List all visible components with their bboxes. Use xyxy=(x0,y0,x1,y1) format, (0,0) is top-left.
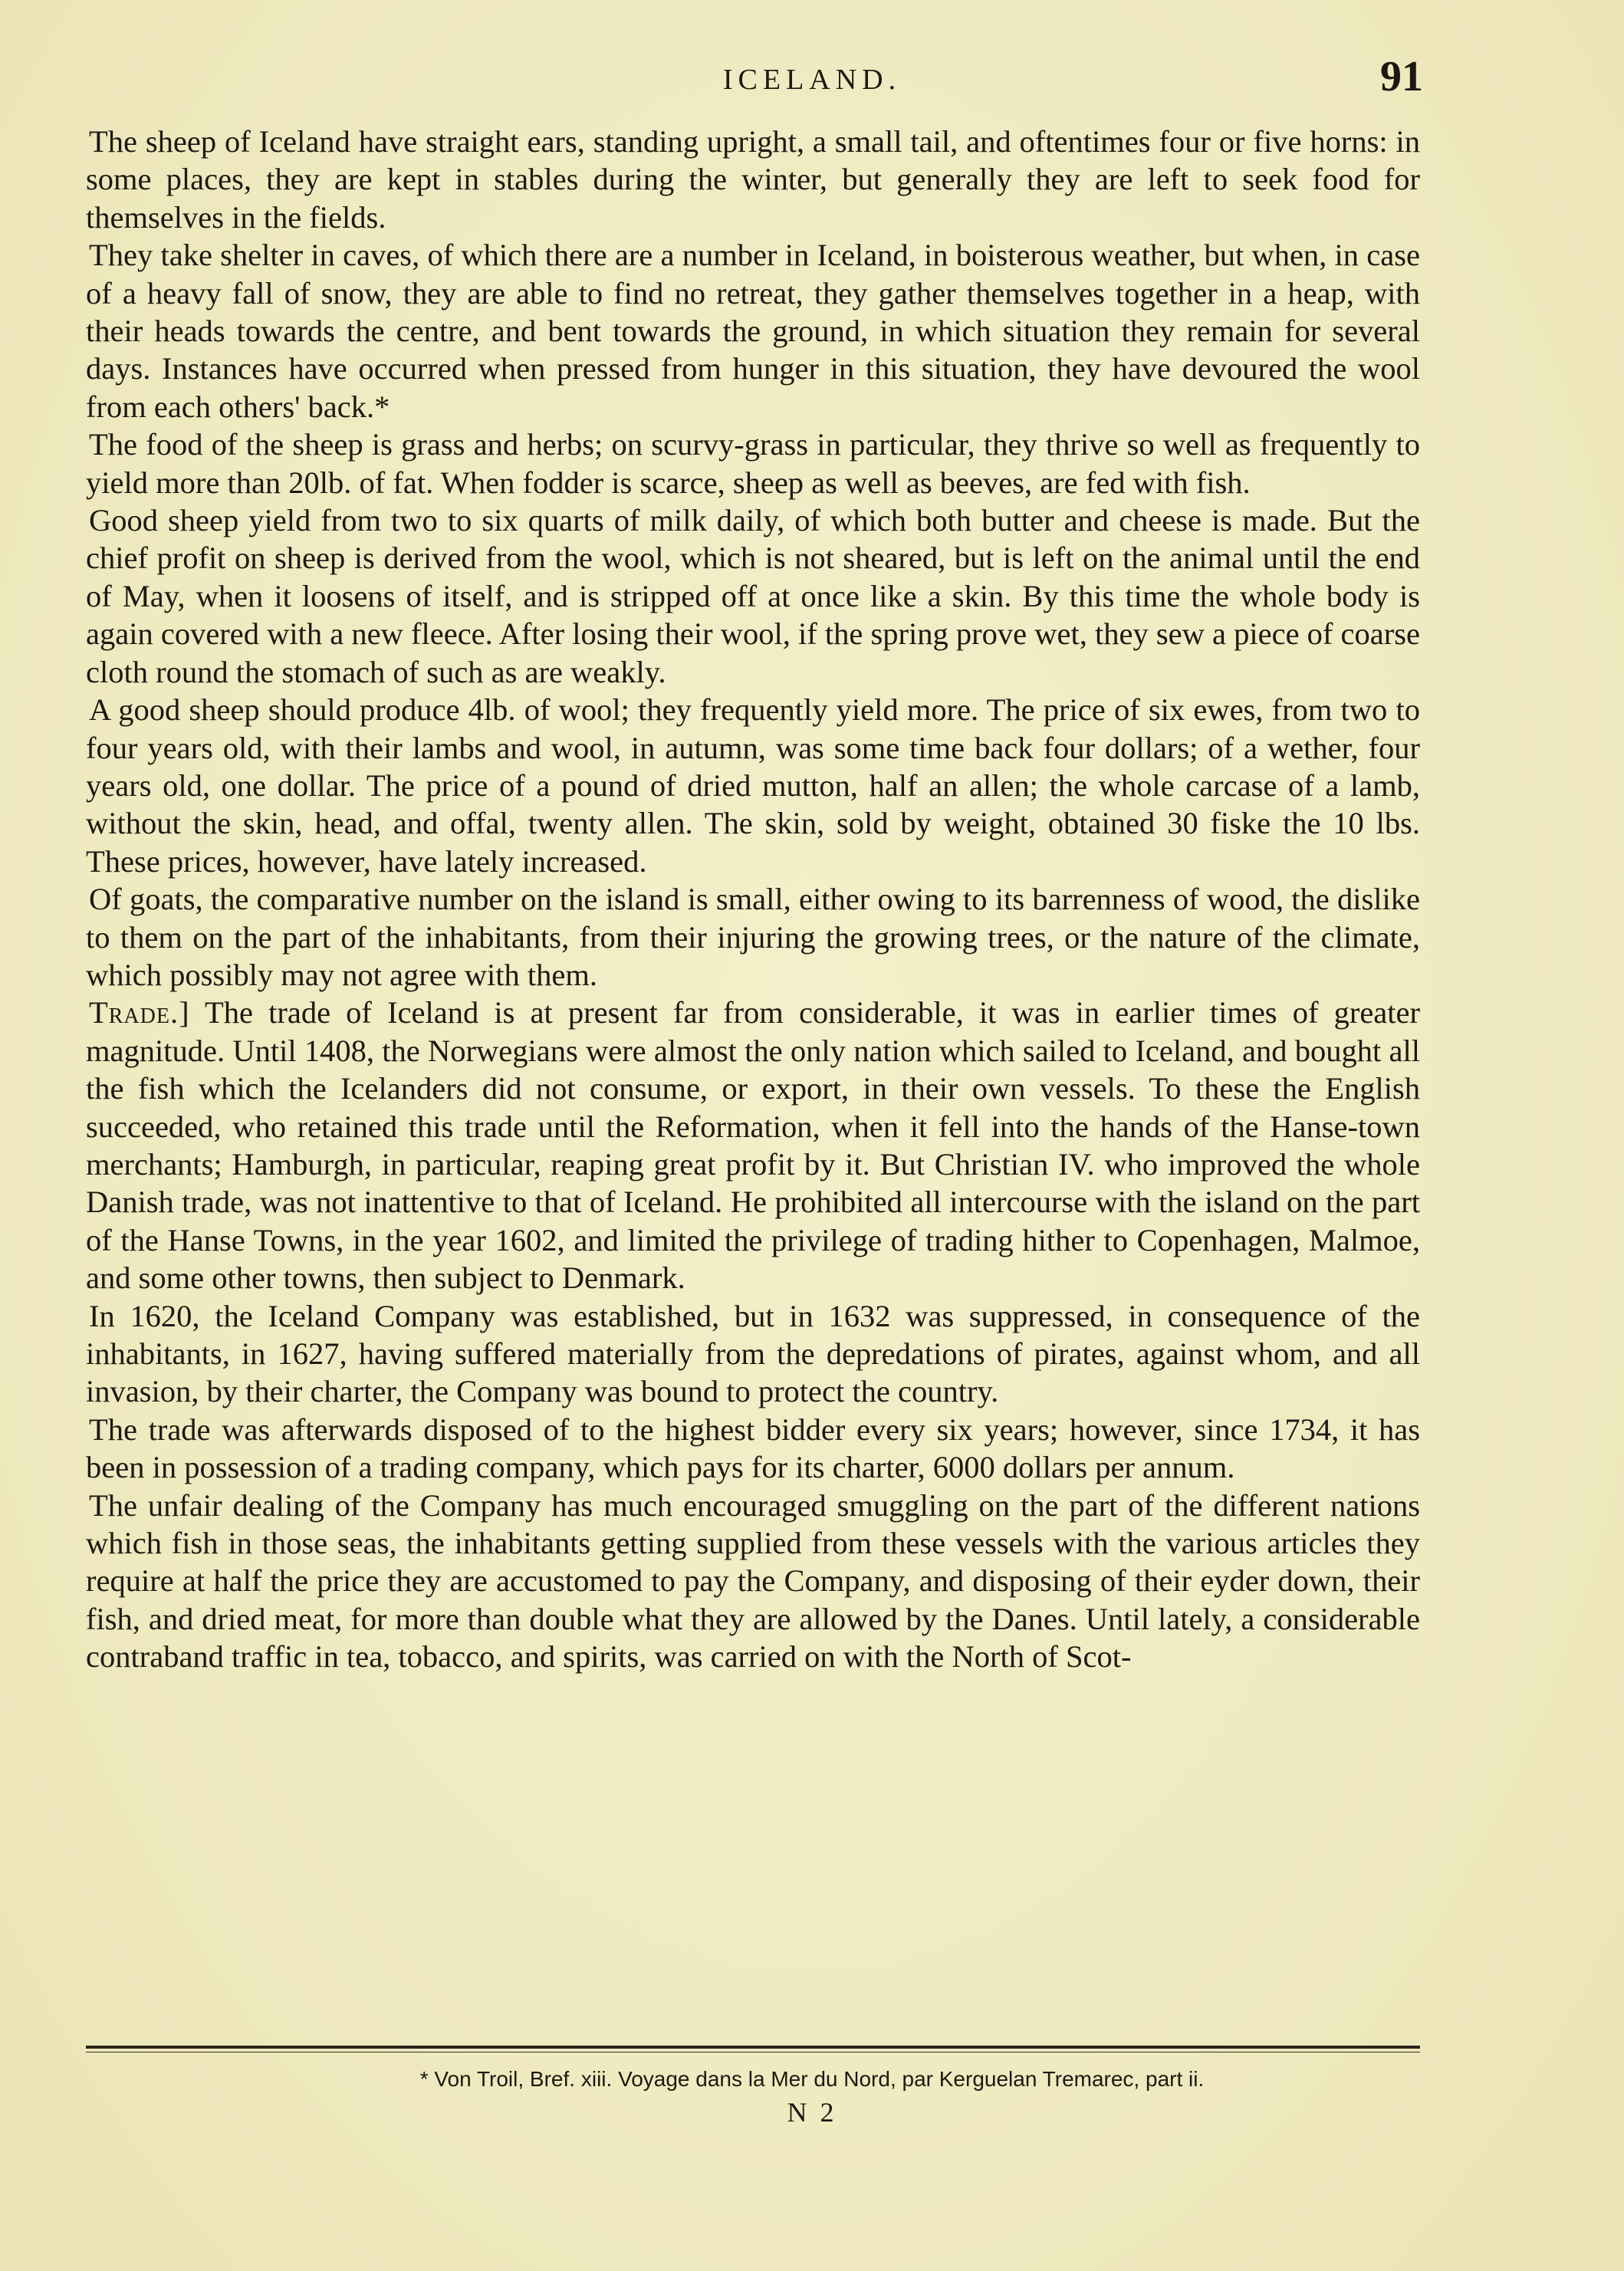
paragraph-trade-bidder: The trade was afterwards disposed of to the highest bidder every six years; however, since 1734, it has been in possession of a trading company, which pays for its charter, 6000 dollars per annum. xyxy=(86,1412,1420,1485)
paragraph-sheep-prices: A good sheep should produce 4lb. of wool; they frequently yield more. The price of six ewes, from two to four years old, with their lambs and wool, in autumn, was some time back four dollars; of a wether, four years old, one dollar. The price of a pound of dried mutton, half an allen; the whole carcase of a lamb, without the skin, head, and offal, twenty allen. The skin, sold by weight, obtained 30 fiske the 10 lbs. These prices, however, have lately increased. xyxy=(86,692,1420,879)
trade-paragraph-text: The trade of Iceland is at present far from considerable, it was in earlier times of greater magnitude. Until 1408, the Norwegians were almost the only nation which sailed to Iceland, and bought all the fish which the Icelanders did not consume, or export, in their own vessels. To these the English succeeded, who retained this trade until the Reformation, when it fell into the hands of the Hanse-town merchants; Hamburgh, in particular, reaping great profit by it. But Christian IV. who improved the whole Danish trade, was not inattentive to that of Iceland. He prohibited all intercourse with the island on the part of the Hanse Towns, in the year 1602, and limited the privilege of trading hither to Copenhagen, Malmoe, and some other towns, then subject to Denmark. xyxy=(86,995,1420,1296)
paragraph-sheep-food: The food of the sheep is grass and herbs; on scurvy-grass in particular, they thrive so well as frequently to yield more than 20lb. of fat. When fodder is scarce, sheep as well as beeves, are fed with fish. xyxy=(86,427,1420,500)
running-head xyxy=(0,52,1624,106)
paragraph-goats: Of goats, the comparative number on the island is small, either owing to its barrenness of wood, the dislike to them on the part of the inhabitants, from their injuring the growing trees, or the nature of the climate, which possibly may not agree with them. xyxy=(86,882,1420,992)
paragraph-sheep-shelter: They take shelter in caves, of which there are a number in Iceland, in boisterous weather, but when, in case of a heavy fall of snow, they are able to find no retreat, they gather themselves together in a heap, with their heads towards the centre, and bent towards the ground, in which situation they remain for several days. Instances have occurred when pressed from hunger in this situation, they have devoured the wool from each others' back.* xyxy=(86,238,1420,424)
paragraph-sheep-milk-wool: Good sheep yield from two to six quarts of milk daily, of which both butter and cheese is made. But the chief profit on sheep is derived from the wool, which is not sheared, but is left on the animal until the end of May, when it loosens of itself, and is stripped off at once like a skin. By this time the whole body is again covered with a new fleece. After losing their wool, if the spring prove wet, they sew a piece of coarse cloth round the stomach of such as are weakly. xyxy=(86,503,1420,689)
trade-side-heading: Trade.] xyxy=(89,995,190,1030)
footnote-rule xyxy=(86,2046,1420,2049)
signature-mark: N 2 xyxy=(787,2097,837,2128)
body-text xyxy=(86,123,1420,1676)
paragraph-iceland-company: In 1620, the Iceland Company was established, but in 1632 was suppressed, in consequence of the inhabitants, in 1627, having suffered materially from the depredations of pirates, against whom, and all invasion, by their charter, the Company was bound to protect the country. xyxy=(86,1298,1420,1409)
paragraph-trade xyxy=(86,994,1420,1297)
paragraph-smuggling: The unfair dealing of the Company has much encouraged smuggling on the part of the different nations which fish in those seas, the inhabitants getting supplied from these vessels with the various articles they require at half the price they are accustomed to pay the Company, and disposing of their eyder down, their fish, and dried meat, for more than double what they are allowed by the Danes. Until lately, a considerable contraband traffic in tea, tobacco, and spirits, was carried on with the North of Scot- xyxy=(86,1487,1420,1674)
running-title: ICELAND. xyxy=(722,64,902,96)
footnote: * Von Troil, Bref. xiii. Voyage dans la Mer du Nord, par Kerguelan Tremarec, part ii. xyxy=(419,2067,1205,2091)
paragraph-sheep-description: The sheep of Iceland have straight ears, standing upright, a small tail, and oftentimes four or five horns: in some places, they are kept in stables during the winter, but generally they are left to seek food for themselves in the fields. xyxy=(86,124,1420,235)
page-number: 91 xyxy=(1380,53,1423,100)
